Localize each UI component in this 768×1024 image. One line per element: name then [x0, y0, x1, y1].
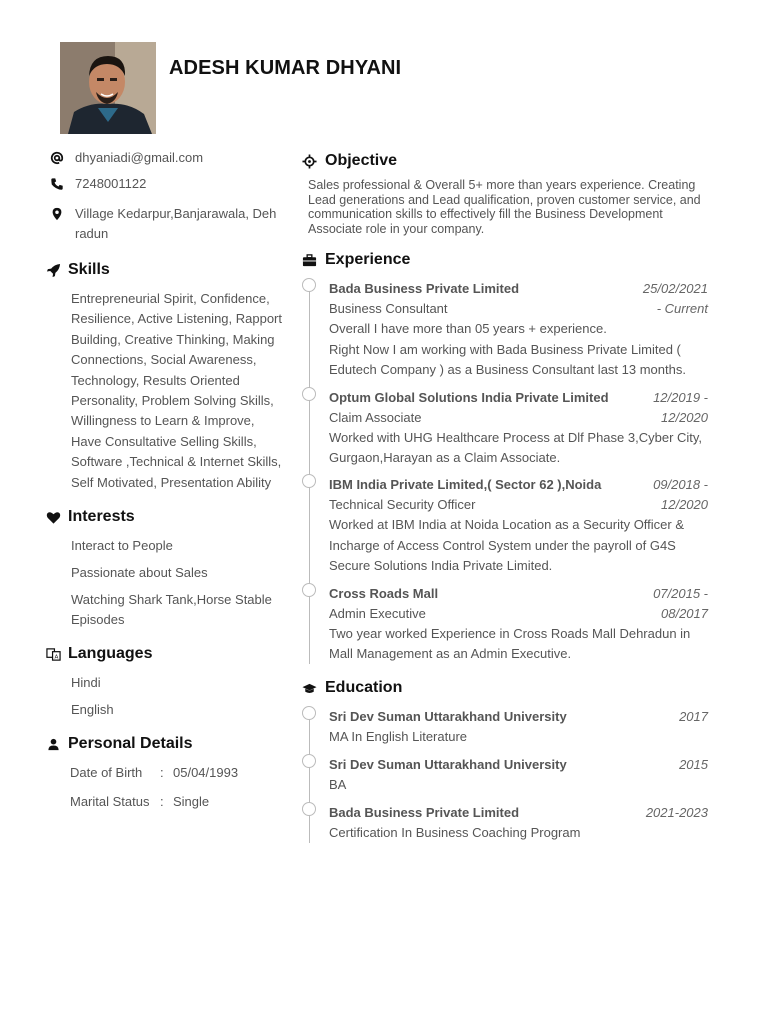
contact-email — [46, 150, 286, 168]
timeline-dot — [302, 387, 316, 401]
address-text: Village Kedarpur,Banjarawala, Deh radun — [75, 206, 277, 241]
marital-row — [46, 792, 286, 812]
experience-date: 07/2015 - — [653, 585, 708, 601]
dob-value: 05/04/1993 — [173, 765, 239, 781]
objective-title: Objective — [325, 152, 398, 169]
education-org: Sri Dev Suman Uttarakhand University — [329, 709, 567, 725]
experience-date-end: - Current — [656, 301, 708, 317]
experience-desc: Overall I have more than 05 years + experience. — [329, 321, 607, 337]
experience-date: 12/2019 - — [653, 389, 708, 405]
experience-entry — [302, 388, 708, 469]
experience-entry — [302, 584, 708, 665]
profile-photo — [60, 42, 156, 134]
education-entry — [302, 755, 708, 795]
marital-value: Single — [173, 794, 210, 810]
phone-text: 7248001122 — [75, 176, 147, 191]
experience-role: Admin Executive — [329, 605, 426, 621]
timeline-dot — [302, 754, 316, 768]
objective-heading — [302, 152, 708, 170]
education-date: 2015 — [679, 757, 708, 773]
graduation-cap-icon — [302, 681, 325, 696]
experience-heading — [302, 251, 708, 269]
timeline-dot — [302, 278, 316, 292]
languages-title: Languages — [68, 645, 153, 663]
skills-text: Entrepreneurial Spirit, Confidence, Resilience, Active Listening, Rapport Building, Creative Thinking, Making Connections, Social Awareness, Technology, Results Oriented Personality, Problem Solving Skills, Willingness to Learn & Improve, Have Consultative Selling Skills, Software ,Technical & Internet Skills, Self Motivated, Presentation Ability — [71, 291, 283, 490]
language-item: English — [71, 702, 114, 718]
svg-text:A: A — [54, 654, 59, 661]
education-degree: MA In English Literature — [329, 729, 468, 745]
languages-heading — [46, 645, 286, 663]
experience-org: Optum Global Solutions India Private Limited — [329, 389, 609, 405]
candidate-name: ADESH KUMAR DHYANI — [169, 57, 402, 79]
language-item: Hindi — [71, 675, 101, 691]
heart-icon — [46, 510, 68, 525]
timeline-dot — [302, 706, 316, 720]
left-column — [46, 150, 286, 821]
at-sign-icon — [46, 150, 75, 165]
timeline-dot — [302, 583, 316, 597]
language-icon — [46, 647, 68, 662]
personal-details-title: Personal Details — [68, 735, 193, 753]
experience-date: 09/2018 - — [653, 477, 708, 493]
experience-date-end: 12/2020 — [661, 409, 708, 425]
education-date: 2021-2023 — [645, 805, 708, 821]
marital-separator: : — [160, 794, 164, 810]
experience-org: IBM India Private Limited,( Sector 62 ),Noida — [329, 477, 602, 493]
experience-desc: Worked with UHG Healthcare Process at Dlf Phase 3,Cyber City, Gurgaon,Harayan as a Claim Associate. — [329, 429, 703, 465]
education-heading — [302, 679, 708, 697]
contact-phone — [46, 176, 286, 194]
education-org: Bada Business Private Limited — [329, 805, 520, 821]
objective-text: Sales professional & Overall 5+ more than years experience. Creating Lead generations and Lead qualification, proven customer service, and communication skills to effectively fill the Business Development Associate role in your company. — [308, 178, 701, 236]
experience-timeline — [302, 279, 708, 664]
crosshair-icon — [302, 154, 325, 169]
dob-row — [46, 763, 286, 783]
email-text: dhyaniadi@gmail.com — [75, 150, 204, 165]
experience-entry — [302, 279, 708, 380]
experience-entry — [302, 475, 708, 576]
skills-heading — [46, 261, 286, 279]
interest-item: Watching Shark Tank,Horse Stable Episodes — [71, 592, 272, 628]
education-entry — [302, 803, 708, 843]
education-timeline — [302, 707, 708, 843]
timeline-dot — [302, 802, 316, 816]
experience-role: Technical Security Officer — [329, 497, 476, 513]
education-org: Sri Dev Suman Uttarakhand University — [329, 757, 567, 773]
right-column — [302, 152, 708, 843]
person-icon — [46, 737, 68, 752]
experience-org: Cross Roads Mall — [329, 585, 439, 601]
dob-label: Date of Birth — [70, 765, 143, 781]
interest-item: Passionate about Sales — [71, 565, 208, 581]
experience-desc: Right Now I am working with Bada Business Private Limited ( Edutech Company ) as a Business Consultant last 13 months. — [329, 341, 686, 378]
experience-desc: Two year worked Experience in Cross Roads Mall Dehradun in Mall Management as an Admin Executive. — [329, 625, 691, 662]
experience-date: 25/02/2021 — [642, 281, 708, 297]
dob-separator: : — [160, 765, 164, 781]
personal-details-heading — [46, 735, 286, 753]
experience-date-end: 08/2017 — [661, 605, 708, 621]
experience-desc: Worked at IBM India at Noida Location as a Security Officer & Incharge of Access Control System under the payroll of G4S Secure Solutions India Private Limited. — [329, 517, 685, 574]
experience-title: Experience — [325, 251, 411, 269]
education-date: 2017 — [679, 709, 708, 725]
education-title: Education — [325, 679, 403, 697]
experience-role: Business Consultant — [329, 301, 448, 317]
interests-title: Interests — [68, 508, 135, 526]
education-entry — [302, 707, 708, 747]
profile-photo-image — [60, 42, 156, 134]
briefcase-icon — [302, 253, 325, 268]
experience-org: Bada Business Private Limited — [329, 281, 520, 297]
interests-heading — [46, 508, 286, 526]
contact-address — [46, 206, 286, 244]
phone-icon — [46, 176, 75, 191]
experience-role: Claim Associate — [329, 409, 422, 425]
education-degree: Certification In Business Coaching Program — [329, 825, 581, 841]
experience-date-end: 12/2020 — [661, 497, 708, 513]
interest-item: Interact to People — [71, 538, 173, 554]
marital-label: Marital Status — [70, 794, 150, 810]
rocket-icon — [46, 263, 68, 278]
timeline-dot — [302, 474, 316, 488]
education-degree: BA — [329, 777, 347, 793]
location-pin-icon — [46, 206, 75, 221]
skills-title: Skills — [68, 261, 110, 278]
